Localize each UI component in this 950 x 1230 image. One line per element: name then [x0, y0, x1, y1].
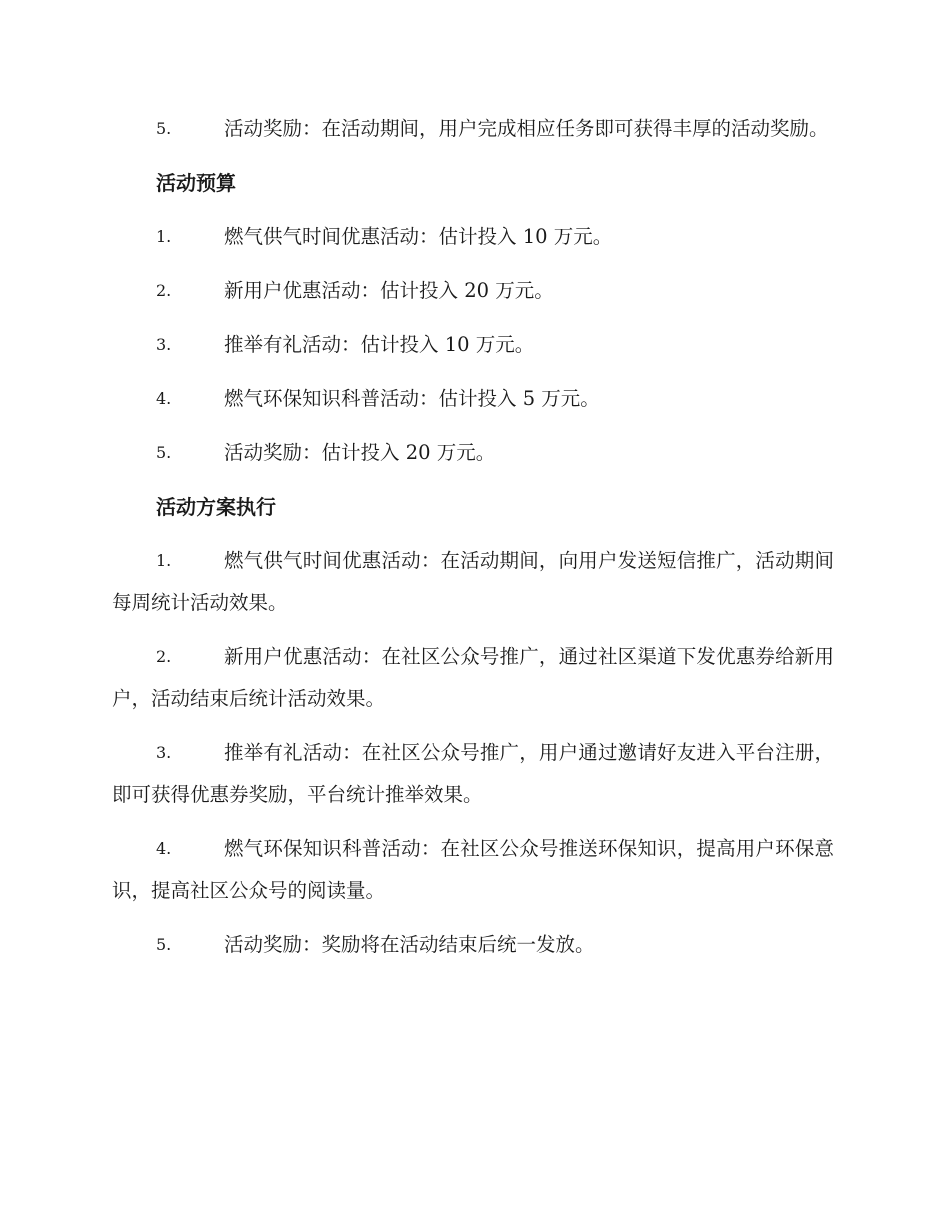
list-number: 4. — [156, 839, 172, 858]
section-heading-execution: 活动方案执行 — [156, 495, 276, 519]
list-text: 燃气环保知识科普活动：在社区公众号推送环保知识，提高用户环保意识，提高社区公众号的阅读量。 — [112, 837, 834, 902]
list-item — [112, 432, 834, 474]
list-item — [112, 216, 834, 258]
list-item — [112, 108, 834, 150]
list-text: 燃气供气时间优惠活动：估计投入 10 万元。 — [224, 225, 613, 248]
list-item — [112, 828, 834, 912]
list-number: 1. — [156, 227, 172, 246]
list-item — [112, 924, 834, 966]
list-text: 活动奖励：奖励将在活动结束后统一发放。 — [224, 933, 595, 956]
list-number: 5. — [156, 935, 172, 954]
list-text: 燃气环保知识科普活动：估计投入 5 万元。 — [224, 387, 600, 410]
list-item — [112, 636, 834, 720]
list-number: 5. — [156, 443, 172, 462]
list-text: 推举有礼活动：在社区公众号推广，用户通过邀请好友进入平台注册，即可获得优惠券奖励，平台统计推举效果。 — [112, 741, 834, 806]
list-item — [112, 732, 834, 816]
list-text: 新用户优惠活动：估计投入 20 万元。 — [224, 279, 554, 302]
list-number: 2. — [156, 281, 172, 300]
list-number: 2. — [156, 647, 172, 666]
list-item — [112, 324, 834, 366]
list-number: 5. — [156, 119, 172, 138]
list-number: 4. — [156, 389, 172, 408]
list-text: 新用户优惠活动：在社区公众号推广，通过社区渠道下发优惠券给新用户，活动结束后统计活动效果。 — [112, 645, 834, 710]
document-page — [112, 108, 834, 978]
list-item — [112, 540, 834, 624]
list-text: 活动奖励：在活动期间，用户完成相应任务即可获得丰厚的活动奖励。 — [224, 117, 829, 140]
list-text: 活动奖励：估计投入 20 万元。 — [224, 441, 496, 464]
list-text: 燃气供气时间优惠活动：在活动期间，向用户发送短信推广，活动期间每周统计活动效果。 — [112, 549, 834, 614]
list-number: 3. — [156, 743, 172, 762]
section-heading-budget: 活动预算 — [156, 171, 236, 195]
list-number: 1. — [156, 551, 172, 570]
list-text: 推举有礼活动：估计投入 10 万元。 — [224, 333, 535, 356]
list-number: 3. — [156, 335, 172, 354]
list-item — [112, 270, 834, 312]
list-item — [112, 378, 834, 420]
